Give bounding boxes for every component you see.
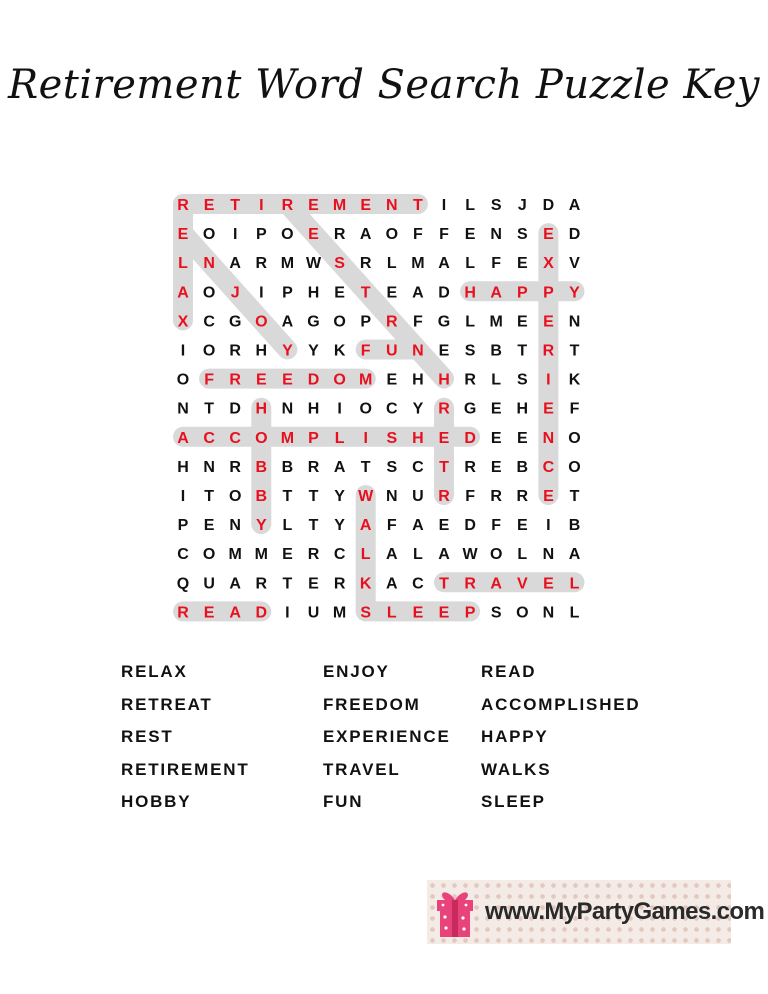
grid-letter[interactable]: R — [333, 226, 346, 244]
grid-letter[interactable]: O — [385, 226, 399, 244]
word-list-item: FREEDOM — [323, 694, 421, 714]
grid-letter[interactable]: H — [255, 400, 268, 418]
grid-letter[interactable]: T — [569, 488, 580, 505]
grid-letter[interactable]: T — [204, 400, 214, 418]
grid-letter[interactable]: T — [204, 488, 214, 505]
grid-letter[interactable]: Y — [334, 517, 345, 535]
grid-letter[interactable]: B — [568, 517, 581, 535]
grid-letter[interactable]: O — [281, 226, 294, 244]
word-list-item: TRAVEL — [323, 759, 401, 779]
grid-letter[interactable]: A — [386, 546, 398, 564]
grid-letter[interactable]: A — [438, 255, 450, 273]
word-list-item: READ — [481, 662, 537, 681]
grid-letter[interactable]: A — [229, 604, 241, 622]
grid-letter[interactable]: E — [412, 604, 424, 622]
grid-letter[interactable]: N — [203, 255, 215, 273]
grid-letter[interactable]: E — [308, 575, 319, 593]
grid-letter[interactable]: C — [412, 575, 424, 593]
grid-letter[interactable]: E — [543, 313, 554, 331]
grid-letter[interactable]: O — [333, 371, 346, 389]
grid-letter[interactable]: M — [332, 197, 347, 214]
grid-letter[interactable]: H — [412, 371, 424, 389]
grid-letter[interactable]: R — [438, 400, 450, 418]
grid-letter[interactable]: T — [569, 342, 580, 360]
grid-letter[interactable]: F — [569, 400, 580, 418]
word-list-item: WALKS — [481, 759, 552, 779]
grid-letter[interactable]: C — [542, 458, 555, 476]
grid-letter[interactable]: F — [413, 313, 423, 331]
grid-letter[interactable]: O — [202, 226, 216, 244]
grid-letter[interactable]: G — [307, 313, 320, 331]
grid-letter[interactable]: P — [308, 429, 319, 447]
grid-letter[interactable]: C — [177, 546, 189, 564]
grid-letter[interactable]: T — [308, 488, 319, 505]
grid-letter[interactable]: E — [203, 604, 215, 622]
grid-letter[interactable]: A — [412, 517, 424, 535]
grid-letter[interactable]: E — [360, 197, 372, 214]
grid-letter[interactable]: R — [464, 371, 476, 389]
grid-letter[interactable]: B — [281, 458, 294, 476]
grid-letter[interactable]: R — [255, 255, 268, 273]
grid-letter[interactable]: I — [546, 371, 551, 389]
grid-letter[interactable]: R — [490, 488, 502, 505]
grid-letter[interactable]: R — [359, 255, 372, 273]
grid-letter[interactable]: F — [413, 226, 423, 244]
grid-letter[interactable]: T — [439, 575, 449, 593]
grid-letter[interactable]: L — [491, 371, 502, 389]
grid-letter[interactable]: R — [229, 371, 241, 389]
grid-letter[interactable]: G — [228, 313, 242, 331]
grid-letter[interactable]: E — [308, 226, 319, 244]
grid-letter[interactable]: O — [255, 313, 268, 331]
grid-letter[interactable]: E — [543, 575, 554, 593]
grid-letter[interactable]: L — [282, 517, 293, 535]
grid-letter[interactable]: N — [386, 488, 398, 505]
grid-letter[interactable]: H — [307, 284, 320, 302]
grid-letter[interactable]: E — [490, 400, 502, 418]
grid-letter[interactable]: L — [178, 255, 188, 273]
grid-letter[interactable]: U — [203, 575, 215, 593]
grid-letter[interactable]: P — [360, 313, 372, 331]
grid-letter[interactable]: C — [203, 429, 215, 447]
grid-letter[interactable]: W — [305, 255, 322, 273]
grid-letter[interactable]: R — [281, 197, 294, 214]
grid-letter[interactable]: P — [177, 517, 189, 535]
grid-letter[interactable]: E — [516, 517, 528, 535]
grid-letter[interactable]: N — [542, 429, 555, 447]
grid-letter[interactable]: N — [490, 226, 502, 244]
grid-letter[interactable]: U — [412, 488, 424, 505]
word-list-item: EXPERIENCE — [323, 727, 451, 747]
grid-letter[interactable]: A — [229, 575, 241, 593]
grid-letter[interactable]: R — [229, 458, 241, 476]
grid-letter[interactable]: P — [255, 226, 267, 244]
grid-letter[interactable]: H — [177, 458, 189, 476]
grid-letter[interactable]: U — [307, 604, 320, 622]
grid-letter[interactable]: E — [438, 604, 450, 622]
grid-letter[interactable]: A — [359, 517, 372, 535]
grid-letter[interactable]: F — [491, 517, 502, 535]
grid-letter[interactable]: J — [230, 284, 240, 302]
grid-letter[interactable]: R — [307, 546, 320, 564]
grid-letter[interactable]: O — [359, 400, 372, 418]
grid-letter[interactable]: A — [568, 197, 581, 214]
grid-letter[interactable]: O — [516, 604, 529, 622]
grid-letter[interactable]: Y — [255, 517, 267, 535]
grid-letter[interactable]: E — [543, 488, 554, 505]
grid-letter[interactable]: J — [517, 197, 527, 214]
grid-letter[interactable]: E — [543, 226, 554, 244]
grid-letter[interactable]: S — [490, 197, 502, 214]
grid-letter[interactable]: Y — [412, 400, 424, 418]
grid-letter[interactable]: D — [464, 429, 476, 447]
grid-letter[interactable]: R — [464, 458, 476, 476]
word-list-item: HOBBY — [121, 792, 192, 812]
grid-letter[interactable]: E — [516, 255, 528, 273]
grid-letter[interactable]: R — [386, 313, 398, 331]
grid-letter[interactable]: S — [516, 226, 528, 244]
grid-letter[interactable]: L — [465, 313, 475, 331]
grid-letter[interactable]: R — [438, 488, 450, 505]
grid-letter[interactable]: S — [386, 429, 398, 447]
grid-letter[interactable]: I — [180, 342, 186, 360]
grid-letter[interactable]: T — [360, 284, 371, 302]
grid-letter[interactable]: Y — [569, 284, 580, 302]
word-list-item: REST — [121, 727, 174, 747]
grid-letter[interactable]: L — [360, 546, 371, 564]
grid-letter[interactable]: E — [438, 342, 450, 360]
grid-letter[interactable]: E — [490, 458, 502, 476]
grid-letter[interactable]: F — [439, 226, 449, 244]
grid-letter[interactable]: E — [282, 546, 293, 564]
grid-letter[interactable]: A — [490, 284, 502, 302]
grid-letter[interactable]: M — [489, 313, 503, 331]
grid-letter[interactable]: A — [438, 546, 450, 564]
grid-letter[interactable]: T — [439, 458, 449, 476]
grid-letter[interactable]: O — [489, 546, 503, 564]
word-list-item: SLEEP — [481, 792, 546, 812]
grid-letter[interactable]: N — [177, 400, 189, 418]
grid-letter[interactable]: X — [177, 313, 189, 331]
grid-letter[interactable]: A — [281, 313, 294, 331]
grid-letter[interactable]: C — [229, 429, 241, 447]
grid-letter[interactable]: M — [228, 546, 242, 564]
grid-letter[interactable]: I — [546, 517, 551, 535]
grid-letter[interactable]: S — [360, 604, 372, 622]
grid-letter[interactable]: H — [307, 400, 320, 418]
grid-letter[interactable]: N — [281, 400, 294, 418]
grid-letter[interactable]: H — [516, 400, 529, 418]
grid-letter[interactable]: E — [203, 517, 215, 535]
grid-letter[interactable]: A — [359, 226, 372, 244]
grid-letter[interactable]: L — [465, 255, 475, 273]
grid-letter[interactable]: R — [516, 488, 529, 505]
grid-letter[interactable]: D — [568, 226, 581, 244]
grid-letter[interactable]: R — [464, 575, 476, 593]
grid-letter[interactable]: S — [386, 458, 398, 476]
grid-letter[interactable]: K — [333, 342, 346, 360]
grid-letter[interactable]: A — [229, 255, 241, 273]
grid-letter[interactable]: A — [177, 429, 189, 447]
grid-letter[interactable]: D — [542, 197, 555, 214]
grid-letter[interactable]: T — [308, 517, 319, 535]
grid-letter[interactable]: A — [333, 458, 346, 476]
word-list-item: RETREAT — [121, 694, 213, 714]
grid-letter[interactable]: B — [490, 342, 502, 360]
grid-letter[interactable]: E — [386, 284, 398, 302]
grid-letter[interactable]: O — [568, 429, 581, 447]
grid-letter[interactable]: M — [332, 604, 347, 622]
grid-letter[interactable]: O — [202, 342, 216, 360]
grid-letter[interactable]: H — [464, 284, 476, 302]
grid-letter[interactable]: W — [358, 488, 374, 505]
grid-letter[interactable]: V — [569, 255, 580, 273]
letter-layer — [177, 197, 581, 621]
grid-letter[interactable]: I — [285, 604, 290, 622]
grid-letter[interactable]: F — [204, 371, 214, 389]
site-logo[interactable] — [427, 880, 765, 944]
grid-letter[interactable]: N — [542, 546, 555, 564]
grid-letter[interactable]: A — [412, 284, 424, 302]
grid-letter[interactable]: D — [229, 400, 241, 418]
grid-letter[interactable]: T — [282, 488, 293, 505]
grid-letter[interactable]: L — [465, 197, 475, 214]
grid-letter[interactable]: R — [333, 575, 346, 593]
grid-letter[interactable]: L — [386, 255, 397, 273]
grid-letter[interactable]: K — [359, 575, 372, 593]
grid-letter[interactable]: C — [203, 313, 215, 331]
grid-letter[interactable]: N — [542, 604, 555, 622]
grid-letter[interactable]: E — [177, 226, 189, 244]
grid-letter[interactable]: R — [177, 604, 189, 622]
grid-letter[interactable]: Y — [308, 342, 319, 360]
grid-letter[interactable]: B — [255, 458, 268, 476]
grid-letter[interactable]: I — [363, 429, 368, 447]
grid-letter[interactable]: I — [337, 400, 342, 418]
grid-letter[interactable]: X — [543, 255, 554, 273]
grid-letter[interactable]: H — [438, 371, 450, 389]
grid-letter[interactable]: M — [411, 255, 425, 273]
grid-letter[interactable]: L — [334, 429, 345, 447]
grid-letter[interactable]: E — [438, 517, 450, 535]
grid-letter[interactable]: E — [282, 371, 293, 389]
site-url[interactable]: www.MyPartyGames.com — [485, 898, 765, 925]
grid-letter[interactable]: R — [255, 575, 268, 593]
grid-letter[interactable]: K — [568, 371, 581, 389]
grid-letter[interactable]: H — [412, 429, 424, 447]
grid-letter[interactable]: M — [280, 429, 295, 447]
grid-letter[interactable]: E — [334, 284, 345, 302]
grid-letter[interactable]: R — [177, 197, 189, 214]
grid-letter[interactable]: E — [386, 371, 398, 389]
grid-letter[interactable]: Q — [176, 575, 190, 593]
grid-letter[interactable]: G — [437, 313, 451, 331]
grid-letter[interactable]: S — [464, 342, 476, 360]
grid-letter[interactable]: I — [232, 226, 238, 244]
grid-letter[interactable]: O — [202, 546, 216, 564]
grid-letter[interactable]: M — [280, 255, 295, 273]
grid-letter[interactable]: V — [516, 575, 528, 593]
grid-letter[interactable]: B — [255, 488, 268, 505]
word-list-item: RETIREMENT — [121, 759, 250, 779]
grid-letter[interactable]: U — [386, 342, 398, 360]
grid-letter[interactable]: R — [229, 342, 241, 360]
word-list-item: ENJOY — [323, 662, 390, 681]
grid-letter[interactable]: A — [490, 575, 502, 593]
grid-letter[interactable]: P — [543, 284, 554, 302]
word-list-column-2 — [323, 656, 451, 819]
grid-letter[interactable]: O — [568, 458, 581, 476]
grid-letter[interactable]: A — [177, 284, 189, 302]
grid-letter[interactable]: S — [490, 604, 502, 622]
word-list-column-3 — [481, 656, 641, 819]
grid-letter[interactable]: L — [386, 604, 397, 622]
grid-letter[interactable]: N — [386, 197, 398, 214]
grid-letter[interactable]: C — [386, 400, 398, 418]
word-list-item: FUN — [323, 792, 364, 812]
word-list-item: HAPPY — [481, 727, 549, 747]
word-list-column-1 — [121, 656, 250, 819]
grid-letter[interactable]: C — [412, 458, 424, 476]
grid-letter[interactable]: P — [282, 284, 293, 302]
grid-letter[interactable]: E — [490, 429, 502, 447]
grid-letter[interactable]: E — [203, 197, 215, 214]
grid-letter[interactable]: Y — [334, 488, 345, 505]
grid-letter[interactable]: E — [464, 226, 476, 244]
grid-letter[interactable]: L — [413, 546, 423, 564]
grid-letter[interactable]: P — [464, 604, 476, 622]
grid-letter[interactable]: M — [254, 546, 268, 564]
grid-letter[interactable]: O — [333, 313, 346, 331]
grid-letter[interactable]: G — [463, 400, 477, 418]
grid-letter[interactable]: S — [334, 255, 345, 273]
grid-letter[interactable]: I — [259, 284, 264, 302]
grid-letter[interactable]: D — [255, 604, 268, 622]
grid-letter[interactable]: T — [413, 197, 423, 214]
grid-letter[interactable]: N — [229, 517, 241, 535]
word-list-item: ACCOMPLISHED — [481, 694, 641, 714]
grid-letter[interactable]: R — [307, 458, 320, 476]
grid-letter[interactable]: C — [333, 546, 346, 564]
grid-letter[interactable]: F — [465, 488, 475, 505]
grid-letter[interactable]: O — [176, 371, 190, 389]
word-list-item: RELAX — [121, 662, 188, 681]
grid-letter[interactable]: O — [202, 284, 216, 302]
grid-letter[interactable]: O — [228, 488, 242, 505]
grid-letter[interactable]: N — [203, 458, 215, 476]
grid-letter[interactable]: F — [360, 342, 371, 360]
grid-letter[interactable]: D — [307, 371, 320, 389]
grid-letter[interactable]: E — [308, 197, 319, 214]
page-title: Retirement Word Search Puzzle Key — [7, 62, 761, 108]
grid-letter[interactable]: I — [259, 197, 264, 214]
grid-letter[interactable]: L — [517, 546, 528, 564]
grid-letter[interactable]: E — [543, 400, 554, 418]
grid-letter[interactable]: S — [516, 371, 528, 389]
grid-letter[interactable]: T — [517, 342, 528, 360]
grid-letter[interactable]: T — [230, 197, 241, 214]
grid-letter[interactable]: N — [412, 342, 424, 360]
grid-letter[interactable]: E — [255, 371, 267, 389]
grid-letter[interactable]: B — [516, 458, 529, 476]
grid-letter[interactable]: Y — [282, 342, 293, 360]
grid-letter[interactable]: A — [386, 575, 398, 593]
grid-letter[interactable]: M — [359, 371, 373, 389]
grid-letter[interactable]: L — [569, 575, 580, 593]
grid-letter[interactable]: T — [282, 575, 293, 593]
grid-letter[interactable]: R — [542, 342, 555, 360]
grid-letter[interactable]: E — [438, 429, 450, 447]
grid-letter[interactable]: E — [516, 429, 528, 447]
grid-letter[interactable]: I — [180, 488, 186, 505]
gift-box-icon — [433, 884, 477, 940]
grid-letter[interactable]: E — [516, 313, 528, 331]
grid-letter[interactable]: F — [386, 517, 397, 535]
grid-letter[interactable]: T — [360, 458, 371, 476]
grid-letter[interactable]: I — [441, 197, 447, 214]
grid-letter[interactable]: O — [255, 429, 268, 447]
grid-letter[interactable]: F — [491, 255, 502, 273]
grid-letter[interactable]: L — [569, 604, 580, 622]
grid-letter[interactable]: D — [464, 517, 476, 535]
grid-letter[interactable]: P — [516, 284, 528, 302]
grid-letter[interactable]: N — [568, 313, 581, 331]
grid-letter[interactable]: A — [568, 546, 581, 564]
grid-letter[interactable]: H — [255, 342, 268, 360]
grid-letter[interactable]: D — [438, 284, 450, 302]
grid-letter[interactable]: W — [462, 546, 478, 564]
